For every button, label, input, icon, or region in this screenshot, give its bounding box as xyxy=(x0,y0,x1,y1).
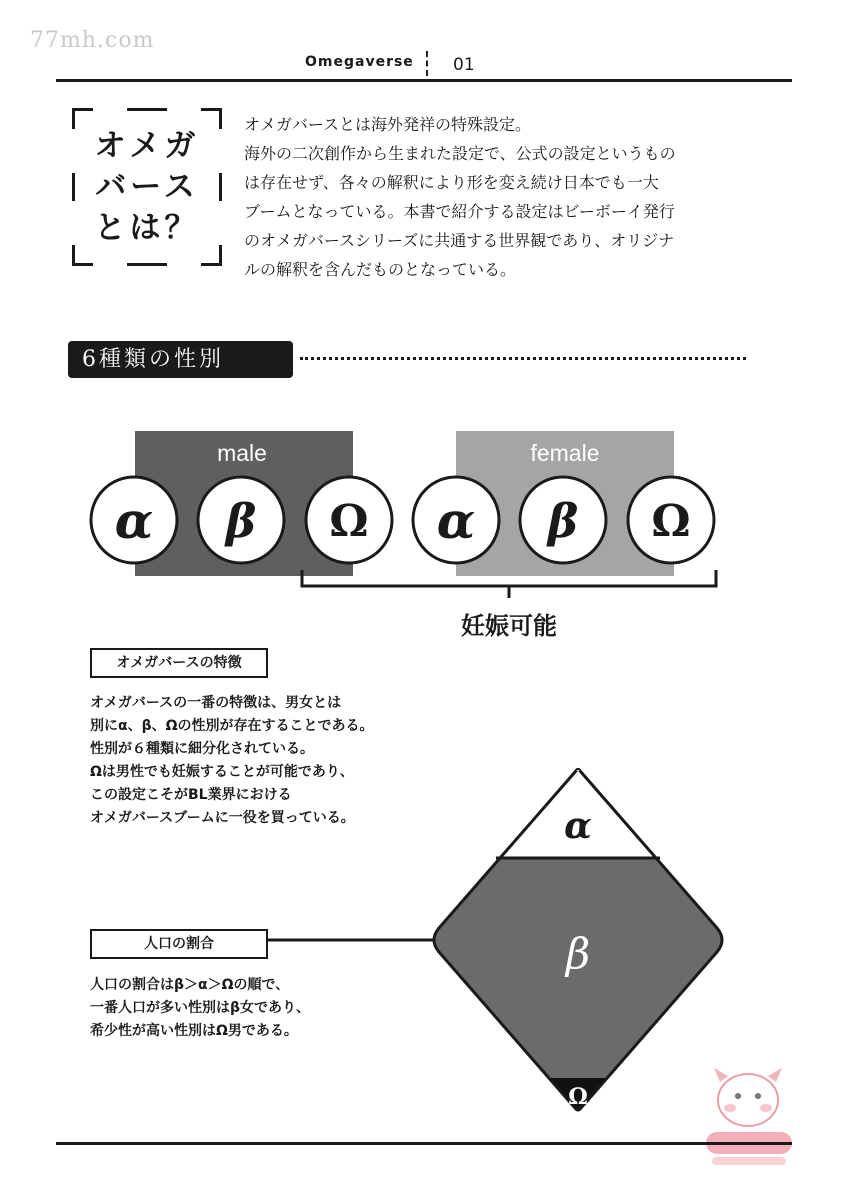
intro-title-line: オメガ xyxy=(94,128,200,164)
features-line: オメガバースの一番の特徴は、男女とは xyxy=(90,695,342,711)
page-number: 01 xyxy=(453,55,475,75)
beta-label: β xyxy=(565,929,591,978)
gender-symbol: α xyxy=(114,491,154,550)
section-dotted-line xyxy=(300,357,746,360)
intro-line: のオメガバースシリーズに共通する世界観であり、オリジナ xyxy=(244,231,675,250)
population-line: 人口の割合はβ＞α＞Ωの順で、 xyxy=(90,977,290,993)
intro-title-frame xyxy=(72,108,222,266)
intro-title xyxy=(84,126,210,249)
mascot-logo-icon xyxy=(700,1060,800,1170)
top-rule xyxy=(56,79,792,82)
section-heading: 6種類の性別 xyxy=(68,341,293,378)
features-line: オメガバースブームに一役を買っている。 xyxy=(90,810,355,826)
pregnancy-label: 妊娠可能 xyxy=(461,612,557,640)
intro-line: ブームとなっている。本書で紹介する設定はビーボーイ発行 xyxy=(244,202,675,221)
features-line: 別にα、β、Ωの性別が存在することである。 xyxy=(90,718,374,734)
population-heading: 人口の割合 xyxy=(90,929,268,959)
gender-circle-female-alpha xyxy=(413,477,499,563)
population-line: 希少性が高い性別はΩ男である。 xyxy=(90,1023,298,1039)
gender-symbol: β xyxy=(225,494,257,548)
gender-symbol: α xyxy=(436,491,476,550)
features-line: 性別が６種類に細分化されている。 xyxy=(90,741,314,757)
features-heading: オメガバースの特徴 xyxy=(90,648,268,678)
features-line: Ωは男性でも妊娠することが可能であり、 xyxy=(90,764,354,780)
gender-circle-female-omega xyxy=(628,477,714,563)
intro-line: オメガバースとは海外発祥の特殊設定。 xyxy=(244,115,532,134)
omega-label: Ω xyxy=(568,1084,588,1110)
header-title: Omegaverse xyxy=(305,54,414,70)
male-label: male xyxy=(217,440,267,466)
population-line: 一番人口が多い性別はβ女であり、 xyxy=(90,1000,311,1016)
intro-title-line: とは？ xyxy=(94,210,200,246)
intro-line: は存在せず、各々の解釈により形を変え続け日本でも一大 xyxy=(244,173,659,192)
gender-circle-male-beta xyxy=(198,477,284,563)
population-diamond-diagram xyxy=(260,760,740,1130)
intro-paragraph xyxy=(244,110,744,284)
gender-symbol: Ω xyxy=(329,496,369,547)
gender-circle-male-alpha xyxy=(91,477,177,563)
gender-circle-male-omega xyxy=(306,477,392,563)
watermark-text: 77mh.com xyxy=(30,28,155,53)
intro-title-line: バース xyxy=(95,169,199,205)
bottom-rule xyxy=(56,1142,792,1145)
intro-line: ルの解釈を含んだものとなっている。 xyxy=(244,260,517,279)
alpha-label: α xyxy=(564,805,592,847)
gender-circle-female-beta xyxy=(520,477,606,563)
gender-symbol: Ω xyxy=(651,496,691,547)
gender-diagram xyxy=(0,420,844,650)
intro-line: 海外の二次創作から生まれた設定で、公式の設定というもの xyxy=(244,144,676,163)
gender-symbol: β xyxy=(547,494,579,548)
features-line: この設定こそがBL業界における xyxy=(90,787,292,803)
female-label: female xyxy=(530,440,600,466)
header-divider xyxy=(426,51,429,76)
